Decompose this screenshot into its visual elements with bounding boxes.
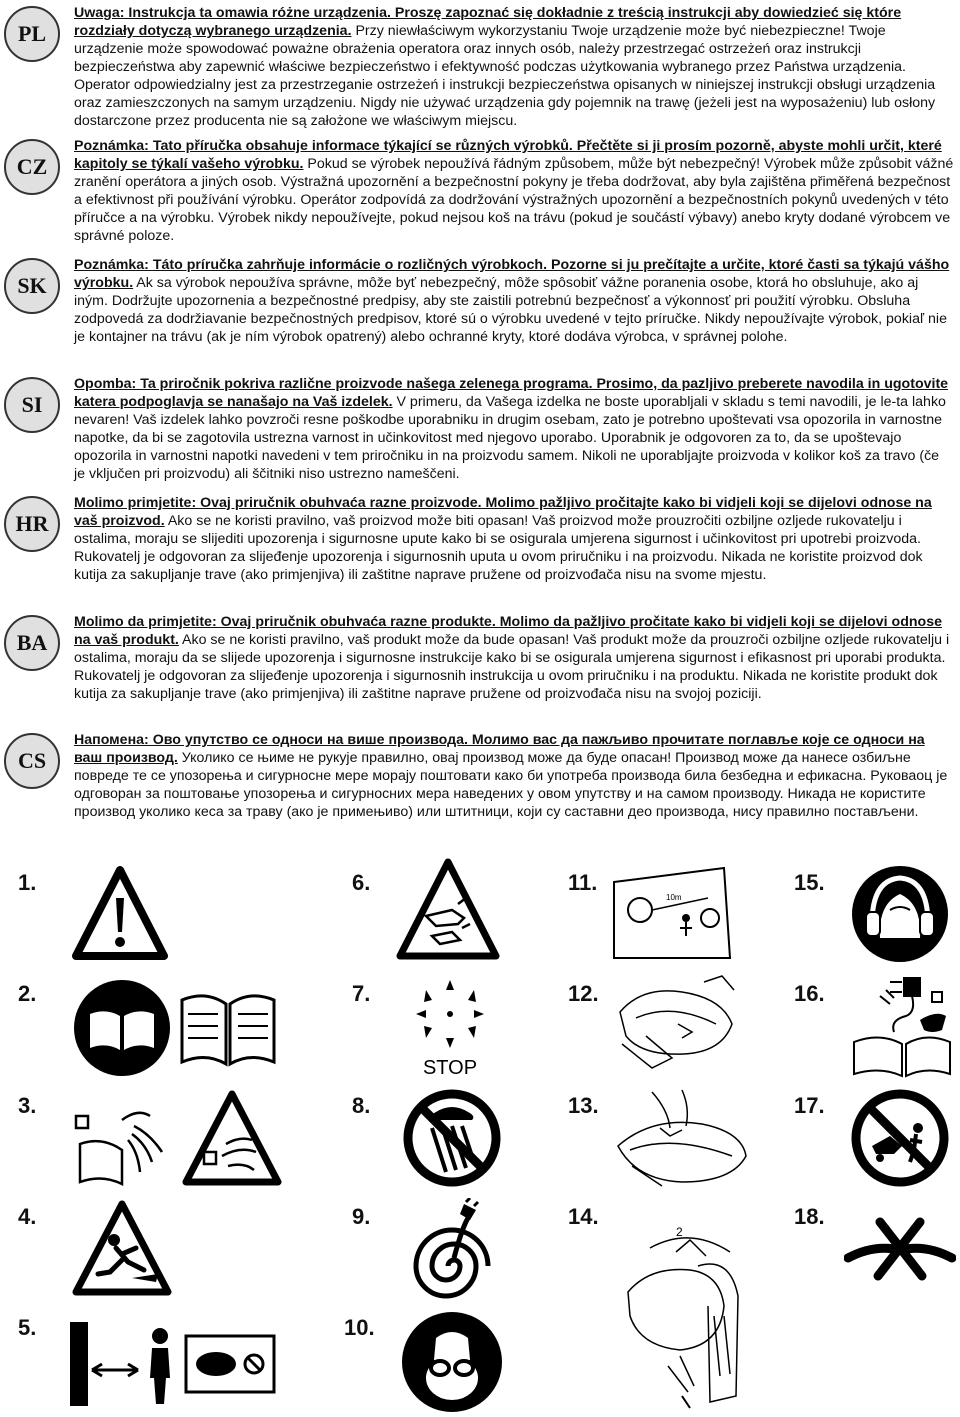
section-body: Ako se ne koristi pravilno, vaš produkt može da bude opasan! Vaš produkt može da prouzroči ozbiljne ozljede rukovatelju i ostalima, moraju da se slijede upozorenja i sigurnosne instrukcije kako bi se osigurala umjerena sigurnost i efikasnost pri uporabi produkta. Rukovatelj je odgovoran za slijeđenje upozorenja i sigurnosnih instrukcija u ovom priručniku i na produktu. Nikada ne koristite produkt dok kutija za sakupljanje trave (ako primjenjiva) ili zaštitne naprave pružene od proizvođača nisu na svojoj poziciji. <box>74 632 950 702</box>
section-body: Przy niewłaściwym wykorzystaniu Twoje urządzenie może być niebezpieczne! Twoje urządzenie może spowodować poważne obrażenia operatora oraz innych osób, należy przestrzegać ostrzeżeń oraz instrukcji bezpieczeństwa aby zapewnić właściwe bezpieczeństwo i efektywność podczas użytkowania wybranego przez Państwa urządzenia. Operator odpowiedzialny jest za przestrzeganie ostrzeżeń i instrukcji bezpieczeństwa opisanych w niniejszej instrukcji obsługi urządzenia oraz zamieszczonych na samym urządzeniu. Nigdy nie używać urządzenia gdy pojemnik na trawę (jeżeli jest na wyposażeniu) lub osłony dostarczone przez producenta nie są założone we właściwym miejscu. <box>74 23 936 129</box>
figure-number: 13. <box>568 1093 599 1118</box>
figure-number: 3. <box>18 1093 37 1118</box>
language-badge: BA <box>4 615 60 671</box>
warning-triangle-icon <box>72 866 168 962</box>
language-badge: CZ <box>4 139 60 195</box>
read-manual-icon <box>72 978 172 1078</box>
figure-number: 17. <box>794 1093 825 1118</box>
keep-distance-icon <box>68 1312 278 1412</box>
figure-number: 16. <box>794 981 825 1006</box>
language-badge: PL <box>4 6 60 62</box>
section-body: Ak sa výrobok nepoužíva správne, môže byť nebezpečný, môže spôsobiť vážne poranenia osobe, ktorá ho obsluhuje, ako aj iným. Dodržujte upozornenia a bezpečnostné predpisy, aby ste zaistili potrebnú bezpečnosť a výkonnosť pri použití výrobku. Obsluha zodpovedá za dodržiavanie bezpečnostných predpisov, ktoré sú o výrobku uvedené v tejto príručke. Nikdy nepoužívajte výrobok, pokiaľ nie je kontajner na trávu (ak je ním výrobok opatrený) alebo ochranné kryty, ktoré dodáva výrobca, v správnej polohe. <box>74 275 947 345</box>
figure-number: 15. <box>794 870 825 895</box>
figure-number: 14. <box>568 1204 599 1229</box>
section-body: V primeru, da Vašega izdelka ne boste uporabljali v skladu s temi navodili, je le-ta lahko nevaren! Vaš izdelek lahko povzroči resne poškodbe uporabniku in drugim osebam, zato je potrebno upoštevati vsa opozorila in varnostne napotke, da bi se zagotovila ustrezna varnost in učinkovitost med njegovo uporabo. Uporabnik je odgovoren za to, da se upoštevajo opozorila in varnostni napotki navedeni v tem priročniku in na proizvodu samem. Nikoli ne uporabljajte proizvoda v kolikor koš za travo (če je vključen pri proizvodu) ali ščitniki niso ustrezno nameščeni. <box>74 394 946 482</box>
cable-coil-icon <box>404 1198 504 1306</box>
section-text <box>74 375 954 483</box>
eye-protection-icon <box>400 1310 504 1414</box>
section-lead: Molimo da primjetite: Ovaj priručnik obuhvaća razne produkte. Molimo da pažljivo pročitate kako bi vidjeli koji se dijelovi odnose na vaš produkt. <box>74 614 942 648</box>
language-badge: CS <box>4 733 60 789</box>
electric-shock-icon <box>182 1090 282 1190</box>
keep-distance-icon <box>612 862 732 962</box>
cut-cable-icon <box>844 1214 956 1284</box>
section-lead: Poznámka: Tato příručka obsahuje informace týkající se různých výrobků. Přečtěte si ji prosím pozorně, abyste mohli určit, které kapitoly se týkalí vašeho výrobku. <box>74 138 942 172</box>
machine-illustration <box>620 1196 754 1412</box>
section-text <box>74 494 954 584</box>
no-mowing-icon <box>850 1088 950 1188</box>
ear-protection-icon <box>850 864 950 964</box>
stop-label: STOP <box>422 1057 478 1079</box>
figure-number: 6. <box>352 870 371 895</box>
section-lead: Opomba: Ta priročnik pokriva različne proizvode našega zelenega programa. Prosimo, da pazljivo preberete navodila in ugotovite katera podpoglavja se nanašajo na Vaš izdelek. <box>74 376 949 410</box>
figure-number: 12. <box>568 981 599 1006</box>
figure-number: 7. <box>352 981 371 1006</box>
figure-number: 1. <box>18 870 37 895</box>
slip-hazard-icon <box>72 1200 172 1300</box>
figure-number: 2. <box>18 981 37 1006</box>
unplug-icon <box>850 972 960 1078</box>
section-lead: Uwaga: Instrukcja ta omawia różne urządzenia. Proszę zapoznać się dokładnie z treścią instrukcji aby dowiedzieć się które rozdziały dotyczą wybranego urządzenia. <box>74 5 902 39</box>
figure-number: 4. <box>18 1204 37 1229</box>
section-lead: Poznámka: Táto príručka zahrňuje informácie o rozličných výrobkoch. Pozorne si ju prečítajte a určite, ktoré časti sa týkajú vášho výrobku. <box>74 257 950 291</box>
language-badge: HR <box>4 496 60 552</box>
section-text <box>74 613 954 703</box>
section-lead: Molimo primjetite: Ovaj priručnik obuhvaća razne proizvode. Molimo pažljivo pročitajte kako bi vidjeli koji se dijelovi odnose na vaš proizvod. <box>74 495 932 529</box>
language-badge: SI <box>4 377 60 433</box>
machine-illustration <box>612 1086 750 1196</box>
figure-number: 9. <box>352 1204 371 1229</box>
electric-shock-icon <box>72 1090 172 1190</box>
machine-illustration <box>612 972 744 1076</box>
figure-number: 10. <box>344 1315 375 1340</box>
figure-number: 8. <box>352 1093 371 1118</box>
section-text <box>74 256 954 346</box>
section-text <box>74 731 954 821</box>
distance-label: 10m <box>666 893 682 902</box>
figure-number: 5. <box>18 1315 37 1340</box>
figure-number: 18. <box>794 1204 825 1229</box>
warning-triangle-icon <box>396 858 500 962</box>
svg-text:2: 2 <box>676 1225 683 1239</box>
blade-stop-icon <box>400 976 500 1080</box>
section-body: Pokud se výrobek nepoužívá řádným způsobem, může být nebezpečný! Výrobek může způsobit vážné zranění operátora a jiných osob. Výstražná upozornění a bezpečnostní pokyny je třeba dodržovat, aby byla zajištěna přiměřená bezpečnost a efektivnost při používání výrobku. Operátor zodpovídá za dodržování výstražných upozornění a bezpečnostních pokynů uvedených v této příručce a na výrobku. Výrobek nikdy nepoužívejte, pokud nejsou koš na trávu (pokud je součástí výbavy) anebo kryty dodané výrobcem ve správné poloze. <box>74 156 954 244</box>
section-body: Ako se ne koristi pravilno, vaš proizvod može biti opasan! Vaš proizvod može prouzročiti ozbiljne ozljede rukovatelju i ostalima, moraju se slijediti upozorenja i sigurnosne upute kako bi se osigurala umjerena sigurnost i učinkovitost pri upotrebi proizvoda. Rukovatelj je odgovoran za slijeđenje upozorenja i sigurnosnih uputa u ovom priručniku i na proizvodu. Nikada ne koristite proizvod dok kutija za sakupljanje trave (ako primjenjiva) ili zaštitne naprave pružene od proizvođača nisu na svome mjestu. <box>74 513 923 583</box>
section-text <box>74 4 954 130</box>
section-body: Уколико се њиме не рукује правилно, овај производ може да буде опасан! Производ може да нанесе озбиљне повреде те се упозорења и сигурносне мере морају поштовати како би употреба производа била безбедна и ефикасна. Руковаоц је одговоран за поштовање упозорења и сигурносних мера наведених у овом упутству и на самом производу. Никада не користите производ уколико кеса за траву (ако је примењиво) или штитници, који су саставни део производа, нису правилно постављени. <box>74 750 948 820</box>
section-text <box>74 137 954 245</box>
section-lead: Напомена: Ово упутство се односи на више производа. Молимо вас да пажљиво прочитате поглавље које се односи на ваш производ. <box>74 732 925 766</box>
read-manual-icon <box>176 978 280 1078</box>
no-wet-conditions-icon <box>402 1088 502 1188</box>
figure-number: 11. <box>568 870 598 895</box>
language-badge: SK <box>4 258 60 314</box>
